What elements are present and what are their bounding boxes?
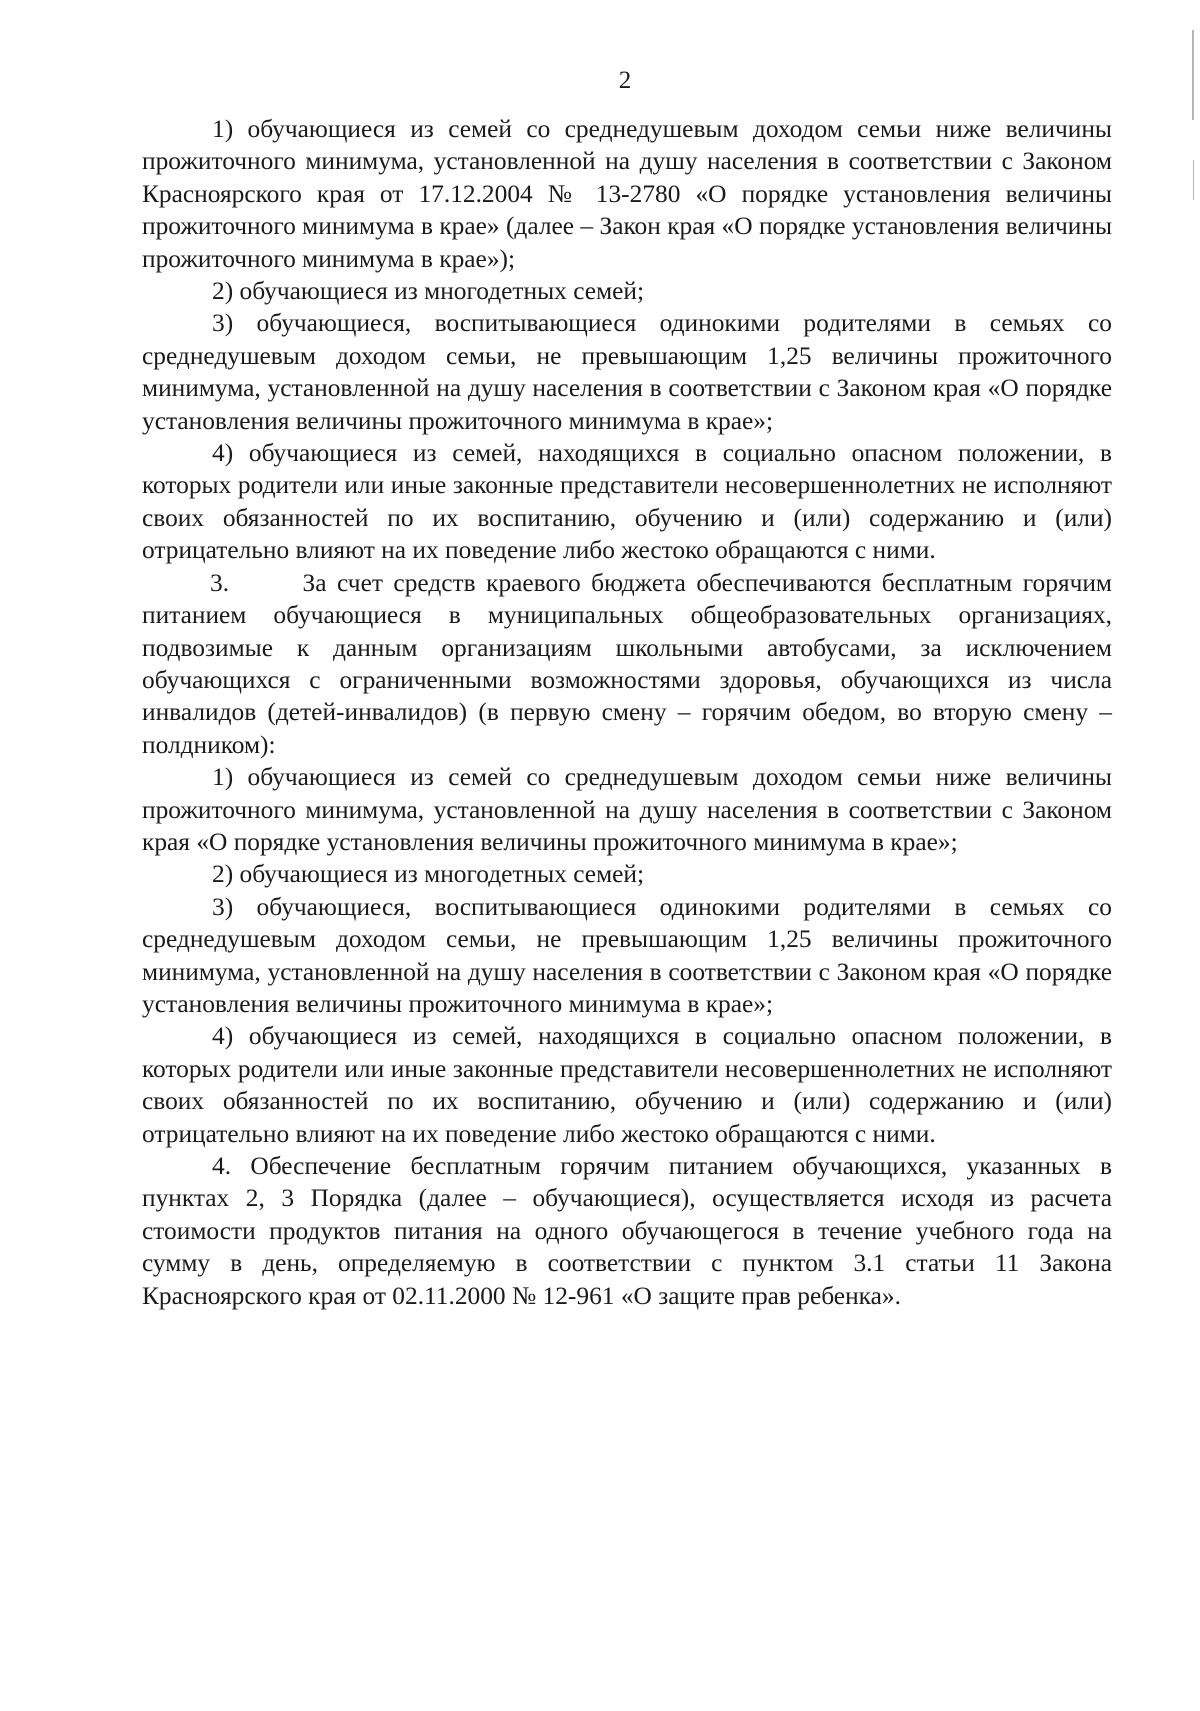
paragraph-2: 2) обучающиеся из многодетных семей; xyxy=(212,277,645,306)
scan-edge-mark xyxy=(1192,30,1194,120)
paragraph-9: 4) обучающиеся из семей, находящихся в социально опасном положении, в которых родители или иные законные представители несовершеннолетних не исполняют своих обязанностей по их воспитанию, обучению и (или) содержанию и (или) отрицательно влияют на их поведение либо жестоко обращаются с ними. xyxy=(142,1022,1112,1148)
paragraph-7: 2) обучающиеся из многодетных семей; xyxy=(212,860,645,889)
paragraph-10: 4. Обеспечение бесплатным горячим питанием обучающихся, указанных в пунктах 2, 3 Порядка (далее – обучающиеся), осуществляется исходя из расчета стоимости продуктов питания на одного обучающегося в течение учебного года на сумму в день, определяемую в соответствии с пунктом 3.1 статьи 11 Закона Красноярского края от 02.11.2000 № 12-961 «О защите прав ребенка». xyxy=(142,1152,1112,1310)
paragraph-5: 3. За счет средств краевого бюджета обеспечиваются бесплатным горячим питанием обучающиеся в муниципальных общеобразовательных организациях, подвозимые к данным организациям школьными автобусами, за исключением обучающихся с ограниченными возможностями здоровья, обучающихся из числа инвалидов (детей-инвалидов) (в первую смену – горячим обедом, во вторую смену – полдником): xyxy=(142,568,1112,759)
paragraph-4: 4) обучающиеся из семей, находящихся в социально опасном положении, в которых родители или иные законные представители несовершеннолетних не исполняют своих обязанностей по их воспитанию, обучению и (или) содержанию и (или) отрицательно влияют на их поведение либо жестоко обращаются с ними. xyxy=(142,439,1112,565)
paragraph-6: 1) обучающиеся из семей со среднедушевым доходом семьи ниже величины прожиточного минимума, установленной на душу населения в соответствии с Законом края «О порядке установления величины прожиточного минимума в крае»; xyxy=(142,763,1112,856)
page-number: 2 xyxy=(618,67,632,94)
document-body xyxy=(142,113,1112,1312)
paragraph-8: 3) обучающиеся, воспитывающиеся одинокими родителями в семьях со среднедушевым доходом семьи, не превышающим 1,25 величины прожиточного минимума, установленной на душу населения в соответствии с Законом края «О порядке установления величины прожиточного минимума в крае»; xyxy=(142,892,1112,1018)
paragraph-1: 1) обучающиеся из семей со среднедушевым доходом семьи ниже величины прожиточного минимума, установленной на душу населения в соответствии с Законом Красноярского края от 17.12.2004 № 13-2780 «О порядке установления величины прожиточного минимума в крае» (далее – Закон края «О порядке установления величины прожиточного минимума в крае»); xyxy=(142,115,1112,273)
paragraph-3: 3) обучающиеся, воспитывающиеся одинокими родителями в семьях со среднедушевым доходом семьи, не превышающим 1,25 величины прожиточного минимума, установленной на душу населения в соответствии с Законом края «О порядке установления величины прожиточного минимума в крае»; xyxy=(142,309,1112,435)
scan-edge-mark xyxy=(1193,160,1194,200)
